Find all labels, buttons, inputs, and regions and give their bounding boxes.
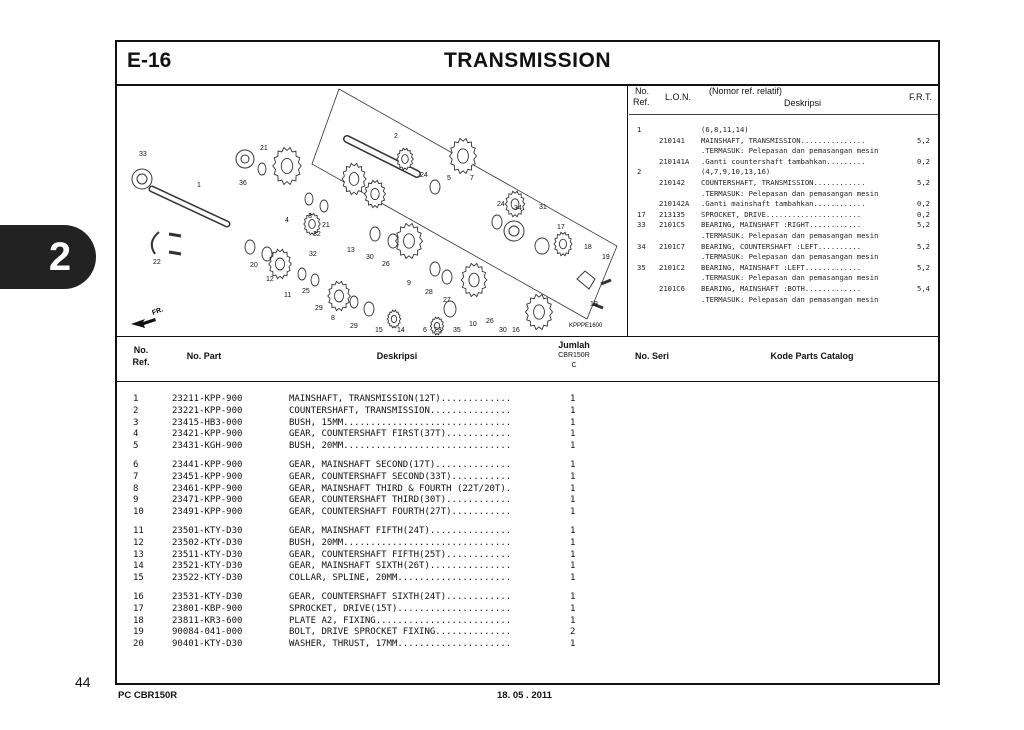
callout-number: 3 bbox=[308, 213, 312, 220]
row-qty: 1 bbox=[570, 603, 576, 614]
row-no: 6 bbox=[133, 460, 139, 470]
reference-table-header bbox=[629, 84, 938, 115]
reference-table bbox=[629, 84, 938, 336]
ref-ref: 2 bbox=[637, 167, 642, 177]
callout-number: 29 bbox=[315, 305, 323, 312]
callout-number: 27 bbox=[443, 297, 451, 304]
gear-hub bbox=[391, 315, 396, 322]
fr-direction-label: FR. bbox=[151, 306, 165, 317]
callout-number: 16 bbox=[512, 327, 520, 334]
ref-frt: 5,2 bbox=[917, 262, 930, 272]
table-row bbox=[117, 507, 938, 519]
row-desc: BUSH, 20MM............................... bbox=[289, 441, 512, 452]
table-row bbox=[117, 394, 938, 406]
ref-desc: BEARING, MAINSHAFT :LEFT............. bbox=[701, 262, 862, 272]
ref-lon: 210142A bbox=[659, 199, 690, 209]
ref-line bbox=[629, 136, 938, 146]
callout-number: 21 bbox=[260, 145, 268, 152]
row-part: 23531-KTY-D30 bbox=[172, 592, 243, 602]
ref-line bbox=[629, 284, 938, 294]
callout-number: 32 bbox=[313, 231, 321, 238]
callout-number: 29 bbox=[350, 323, 358, 330]
ref-line bbox=[629, 178, 938, 188]
callout-number: 30 bbox=[499, 327, 507, 334]
ref-frt: 5,2 bbox=[917, 220, 930, 230]
callout-number: 17 bbox=[557, 224, 565, 231]
row-no: 8 bbox=[133, 483, 139, 494]
row-desc: GEAR, COUNTERSHAFT THIRD(30T)............ bbox=[289, 495, 512, 506]
row-desc: GEAR, COUNTERSHAFT FIFTH(25T)............ bbox=[289, 549, 512, 560]
ref-col-ref: Ref. bbox=[633, 97, 650, 107]
col-kode-parts-catalog: Kode Parts Catalog bbox=[770, 351, 854, 361]
row-no: 4 bbox=[133, 429, 139, 440]
callout-number: 2 bbox=[394, 133, 398, 140]
row-qty: 1 bbox=[570, 573, 576, 584]
gear-hub bbox=[371, 188, 379, 199]
row-no: 12 bbox=[133, 537, 144, 548]
row-qty: 1 bbox=[570, 526, 576, 536]
ref-desc: .Ganti mainshaft tambahkan............ bbox=[701, 199, 866, 209]
ref-ref: 1 bbox=[637, 125, 642, 134]
ref-desc: SPROCKET, DRIVE...................... bbox=[701, 209, 862, 219]
row-no: 1 bbox=[133, 394, 139, 404]
callout-number: 30 bbox=[366, 254, 374, 261]
callout-number: 1 bbox=[197, 182, 201, 189]
gear-hub bbox=[276, 258, 285, 270]
row-desc: MAINSHAFT, TRANSMISSION(12T)............. bbox=[289, 394, 512, 404]
ref-desc: MAINSHAFT, TRANSMISSION............... bbox=[701, 135, 866, 145]
table-row bbox=[117, 406, 938, 418]
table-row bbox=[117, 616, 938, 628]
gear-hub bbox=[402, 155, 409, 164]
ref-frt: 0,2 bbox=[917, 199, 930, 209]
ref-line bbox=[629, 231, 938, 241]
row-desc: BUSH, 20MM............................... bbox=[289, 537, 512, 548]
ref-ref: 33 bbox=[637, 220, 646, 230]
ref-desc: BEARING, MAINSHAFT :BOTH............. bbox=[701, 284, 862, 293]
ref-frt: 5,2 bbox=[917, 178, 930, 187]
row-qty: 1 bbox=[570, 639, 576, 650]
ref-line bbox=[629, 157, 938, 167]
row-no: 18 bbox=[133, 615, 144, 626]
callout-number: 34 bbox=[514, 205, 522, 212]
col-variant: C bbox=[571, 362, 577, 369]
ref-desc: (4,7,9,10,13,16) bbox=[701, 167, 771, 177]
gear-hub bbox=[335, 290, 344, 302]
section-code: E-16 bbox=[127, 49, 172, 72]
ref-frt: 5,2 bbox=[917, 241, 930, 251]
ref-desc: BEARING, COUNTERSHAFT :LEFT.......... bbox=[701, 241, 862, 251]
row-no: 17 bbox=[133, 603, 144, 614]
row-no: 13 bbox=[133, 549, 144, 560]
table-row bbox=[117, 639, 938, 651]
section-title: TRANSMISSION bbox=[443, 49, 611, 72]
row-part: 23461-KPP-900 bbox=[172, 483, 243, 494]
ref-line bbox=[629, 167, 938, 177]
ref-desc: .TERMASUK: Pelepasan dan pemasangan mesin bbox=[701, 188, 879, 198]
row-part: 23471-KPP-900 bbox=[172, 495, 243, 506]
callout-number: 31 bbox=[539, 204, 547, 211]
exploded-diagram bbox=[117, 84, 628, 336]
row-part: 23221-KPP-900 bbox=[172, 405, 243, 416]
ref-line bbox=[629, 199, 938, 209]
row-desc: GEAR, MAINSHAFT SECOND(17T).............. bbox=[289, 460, 512, 470]
ref-line bbox=[629, 189, 938, 199]
row-qty: 1 bbox=[570, 429, 576, 440]
row-desc: COUNTERSHAFT, TRANSMISSION............... bbox=[289, 405, 512, 416]
row-qty: 1 bbox=[570, 441, 576, 452]
table-row bbox=[117, 538, 938, 550]
ref-line bbox=[629, 242, 938, 252]
catalog-frame bbox=[115, 40, 940, 685]
row-no: 14 bbox=[133, 561, 144, 572]
ref-desc: (6,8,11,14) bbox=[701, 125, 749, 134]
row-part: 23801-KBP-900 bbox=[172, 603, 243, 614]
callout-number: 6 bbox=[423, 327, 427, 334]
row-part: 23511-KTY-D30 bbox=[172, 549, 243, 560]
callout-number: 8 bbox=[331, 315, 335, 322]
row-part: 23501-KTY-D30 bbox=[172, 526, 243, 536]
table-row bbox=[117, 429, 938, 441]
ref-desc: .TERMASUK: Pelepasan dan pemasangan mesin bbox=[701, 294, 879, 304]
ref-frt: 0,2 bbox=[917, 209, 930, 219]
row-qty: 1 bbox=[570, 483, 576, 494]
ref-lon: 210141 bbox=[659, 135, 685, 145]
row-no: 15 bbox=[133, 573, 144, 584]
callout-number: 32 bbox=[309, 251, 317, 258]
row-part: 23522-KTY-D30 bbox=[172, 573, 243, 584]
chapter-tab: 2 bbox=[0, 225, 96, 289]
col-no-seri: No. Seri bbox=[634, 351, 669, 361]
ref-line bbox=[629, 252, 938, 262]
callout-number: 24 bbox=[420, 172, 428, 179]
callout-number: 28 bbox=[425, 289, 433, 296]
footer-date: 18. 05 . 2011 bbox=[497, 690, 552, 701]
ref-frt: 5,4 bbox=[917, 284, 930, 293]
ref-col-deskripsi: Deskripsi bbox=[784, 98, 822, 108]
callout-number: 26 bbox=[382, 261, 390, 268]
row-desc: COLLAR, SPLINE, 20MM..................... bbox=[289, 573, 512, 584]
row-qty: 1 bbox=[570, 537, 576, 548]
col-part-number: No. Part bbox=[186, 351, 222, 361]
ref-line bbox=[629, 295, 938, 305]
row-qty: 1 bbox=[570, 615, 576, 626]
gear-hub bbox=[404, 234, 415, 248]
row-qty: 1 bbox=[570, 592, 576, 602]
table-row bbox=[117, 573, 938, 585]
ref-lon: 210142 bbox=[659, 178, 685, 187]
col-jumlah: Jumlah bbox=[558, 340, 590, 350]
gear-hub bbox=[559, 239, 566, 249]
row-no: 9 bbox=[133, 495, 139, 506]
parts-table-header bbox=[117, 336, 938, 382]
col-no: No. bbox=[133, 345, 149, 355]
callout-number: 24 bbox=[497, 201, 505, 208]
ref-lon: 2101C6 bbox=[659, 284, 685, 293]
ref-desc: .TERMASUK: Pelepasan dan pemasangan mesin bbox=[701, 252, 879, 262]
row-part: 23521-KTY-D30 bbox=[172, 561, 243, 572]
row-part: 23502-KTY-D30 bbox=[172, 537, 243, 548]
ref-lon: 2101C5 bbox=[659, 220, 685, 230]
ref-line bbox=[629, 146, 938, 156]
col-ref: Ref. bbox=[132, 357, 150, 367]
ref-ref: 34 bbox=[637, 241, 646, 251]
row-qty: 1 bbox=[570, 471, 576, 482]
row-desc: GEAR, COUNTERSHAFT SECOND(33T)........... bbox=[289, 471, 512, 482]
row-part: 23811-KR3-600 bbox=[172, 615, 243, 626]
row-no: 5 bbox=[133, 441, 139, 452]
ref-lon: 210141A bbox=[659, 156, 690, 166]
ref-line bbox=[629, 273, 938, 283]
row-qty: 1 bbox=[570, 561, 576, 572]
ref-frt: 0,2 bbox=[917, 156, 930, 166]
ref-line bbox=[629, 210, 938, 220]
row-qty: 1 bbox=[570, 405, 576, 416]
row-desc: PLATE A2, FIXING......................... bbox=[289, 615, 512, 626]
table-row bbox=[117, 627, 938, 639]
callout-number: 15 bbox=[375, 327, 383, 334]
table-row bbox=[117, 441, 938, 453]
ref-desc: .Ganti countershaft tambahkan......... bbox=[701, 156, 866, 166]
callout-number: 13 bbox=[347, 247, 355, 254]
table-row bbox=[117, 526, 938, 538]
callout-number: 25 bbox=[302, 288, 310, 295]
row-no: 19 bbox=[133, 627, 144, 638]
callout-number: 12 bbox=[266, 276, 274, 283]
table-row bbox=[117, 561, 938, 573]
ref-desc: COUNTERSHAFT, TRANSMISSION............ bbox=[701, 178, 866, 187]
row-desc: GEAR, COUNTERSHAFT SIXTH(24T)............ bbox=[289, 592, 512, 602]
row-desc: WASHER, THRUST, 17MM..................... bbox=[289, 639, 512, 650]
row-qty: 1 bbox=[570, 460, 576, 470]
ref-desc: BEARING, MAINSHAFT :RIGHT............ bbox=[701, 220, 862, 230]
table-row bbox=[117, 592, 938, 604]
section-header bbox=[117, 42, 938, 86]
row-part: 23211-KPP-900 bbox=[172, 394, 243, 404]
table-row bbox=[117, 472, 938, 484]
transmission-illustration bbox=[117, 84, 627, 336]
ref-ref: 17 bbox=[637, 209, 646, 219]
callout-number: 11 bbox=[284, 292, 292, 299]
callout-number: 21 bbox=[322, 222, 330, 229]
row-desc: GEAR, MAINSHAFT SIXTH(26T)............... bbox=[289, 561, 512, 572]
ref-desc: .TERMASUK: Pelepasan dan pemasangan mesin bbox=[701, 146, 879, 156]
callout-number: 23 bbox=[434, 327, 442, 334]
callout-number: 5 bbox=[447, 175, 451, 182]
row-desc: GEAR, MAINSHAFT THIRD & FOURTH (22T/20T). bbox=[289, 483, 512, 494]
gear-hub bbox=[349, 173, 359, 186]
callout-number: 4 bbox=[285, 217, 289, 224]
callout-number: 18 bbox=[584, 244, 592, 251]
row-qty: 1 bbox=[570, 549, 576, 560]
callout-number: 33 bbox=[139, 151, 147, 158]
table-row bbox=[117, 418, 938, 430]
gear-hub bbox=[281, 158, 292, 173]
row-no: 16 bbox=[133, 592, 144, 602]
callout-number: 14 bbox=[397, 327, 405, 334]
row-no: 2 bbox=[133, 405, 139, 416]
ref-ref: 35 bbox=[637, 262, 646, 272]
callout-number: 22 bbox=[153, 259, 161, 266]
table-row bbox=[117, 484, 938, 496]
table-row bbox=[117, 604, 938, 616]
row-part: 23421-KPP-900 bbox=[172, 429, 243, 440]
row-part: 90401-KTY-D30 bbox=[172, 639, 243, 650]
ref-lon: 213135 bbox=[659, 209, 685, 219]
row-no: 20 bbox=[133, 639, 144, 650]
ref-col-frt: F.R.T. bbox=[908, 92, 932, 102]
row-qty: 1 bbox=[570, 495, 576, 506]
row-desc: GEAR, COUNTERSHAFT FIRST(37T)............ bbox=[289, 429, 512, 440]
table-row bbox=[117, 495, 938, 507]
table-row bbox=[117, 460, 938, 472]
gear-hub bbox=[309, 220, 316, 229]
callout-number: 36 bbox=[239, 180, 247, 187]
ref-line bbox=[629, 220, 938, 230]
ref-col-nomor: (Nomor ref. relatif) bbox=[709, 86, 783, 96]
footer-model: PC CBR150R bbox=[118, 690, 178, 701]
callout-number: 20 bbox=[250, 262, 258, 269]
ref-lon: 2101C7 bbox=[659, 241, 685, 251]
callout-number: 19 bbox=[590, 301, 598, 308]
callout-number: 10 bbox=[469, 321, 477, 328]
ref-col-no: No. bbox=[635, 86, 650, 96]
page-number: 44 bbox=[75, 674, 91, 690]
row-desc: BOLT, DRIVE SPROCKET FIXING.............. bbox=[289, 627, 512, 638]
row-qty: 1 bbox=[570, 394, 576, 404]
callout-number: 26 bbox=[486, 318, 494, 325]
row-part: 23441-KPP-900 bbox=[172, 460, 243, 470]
row-qty: 2 bbox=[570, 627, 576, 638]
gear-hub bbox=[534, 305, 545, 319]
col-deskripsi: Deskripsi bbox=[376, 351, 418, 361]
row-part: 23431-KGH-900 bbox=[172, 441, 243, 452]
row-part: 90084-041-000 bbox=[172, 627, 243, 638]
gear-hub bbox=[458, 149, 469, 163]
row-desc: SPROCKET, DRIVE(15T)..................... bbox=[289, 603, 512, 614]
row-no: 11 bbox=[133, 526, 144, 536]
row-part: 23451-KPP-900 bbox=[172, 471, 243, 482]
ref-line bbox=[629, 263, 938, 273]
row-qty: 1 bbox=[570, 417, 576, 428]
row-part: 23491-KPP-900 bbox=[172, 507, 243, 518]
callout-number: 35 bbox=[453, 327, 461, 334]
ref-col-lon: L.O.N. bbox=[665, 92, 692, 102]
row-no: 10 bbox=[133, 507, 144, 518]
illustration-code: KPPPE1600 bbox=[569, 323, 603, 329]
row-desc: GEAR, MAINSHAFT FIFTH(24T)............... bbox=[289, 526, 512, 536]
col-model: CBR150R bbox=[558, 352, 590, 359]
row-part: 23415-HB3-000 bbox=[172, 417, 243, 428]
callout-number: 19 bbox=[602, 254, 610, 261]
ref-desc: .TERMASUK: Pelepasan dan pemasangan mesin bbox=[701, 231, 879, 240]
callout-number: 9 bbox=[407, 280, 411, 287]
table-row bbox=[117, 550, 938, 562]
row-desc: GEAR, COUNTERSHAFT FOURTH(27T)........... bbox=[289, 507, 512, 518]
callout-number: 7 bbox=[470, 175, 474, 182]
ref-desc: .TERMASUK: Pelepasan dan pemasangan mesin bbox=[701, 273, 879, 283]
ref-frt: 5,2 bbox=[917, 135, 930, 145]
row-qty: 1 bbox=[570, 507, 576, 518]
row-no: 7 bbox=[133, 471, 139, 482]
row-no: 3 bbox=[133, 417, 139, 428]
ref-lon: 2101C2 bbox=[659, 262, 685, 272]
gear-hub bbox=[469, 273, 479, 287]
ref-line bbox=[629, 125, 938, 135]
row-desc: BUSH, 15MM............................... bbox=[289, 417, 512, 428]
